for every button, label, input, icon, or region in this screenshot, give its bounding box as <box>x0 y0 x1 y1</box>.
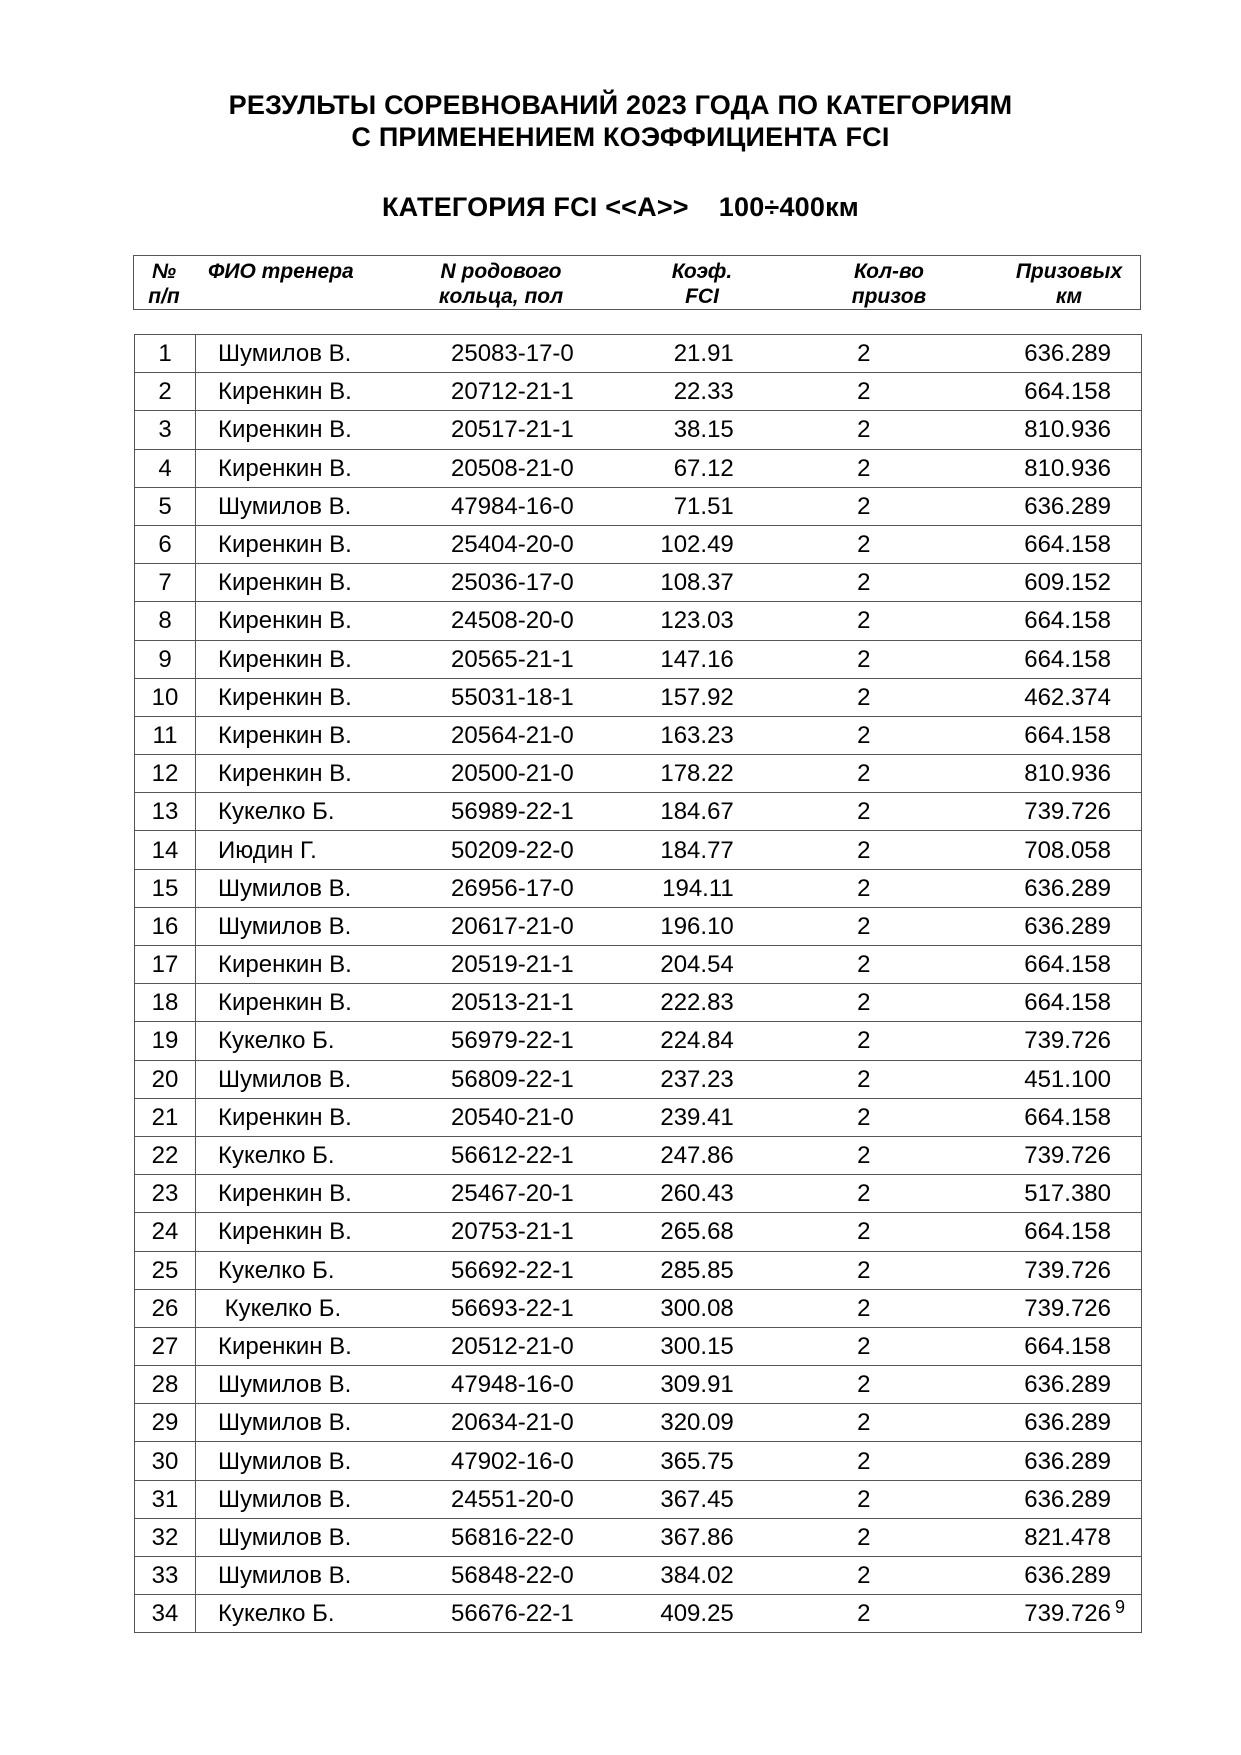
trainer-name: Июдин Г. <box>196 831 452 869</box>
header-km-line2: км <box>1055 285 1083 308</box>
prize-km: 636.289 <box>964 1366 1142 1404</box>
prize-km: 664.158 <box>964 1213 1142 1251</box>
fci-coefficient: 21.91 <box>574 335 764 373</box>
prize-count: 2 <box>764 1366 964 1404</box>
ring-number: 20634-21-0 <box>451 1404 574 1442</box>
trainer-name: Шумилов В. <box>196 1442 452 1480</box>
prize-count: 2 <box>764 1480 964 1518</box>
prize-count: 2 <box>764 335 964 373</box>
fci-coefficient: 384.02 <box>574 1557 764 1595</box>
fci-coefficient: 224.84 <box>574 1022 764 1060</box>
prize-km: 810.936 <box>964 755 1142 793</box>
fci-coefficient: 222.83 <box>574 984 764 1022</box>
trainer-name: Шумилов В. <box>196 1557 452 1595</box>
trainer-name: Шумилов В. <box>196 487 452 525</box>
fci-coefficient: 265.68 <box>574 1213 764 1251</box>
prize-km: 636.289 <box>964 907 1142 945</box>
fci-coefficient: 157.92 <box>574 678 764 716</box>
row-number: 22 <box>135 1136 196 1174</box>
row-number: 2 <box>135 373 196 411</box>
row-number: 6 <box>135 525 196 563</box>
header-ring <box>426 259 576 309</box>
prize-count: 2 <box>764 831 964 869</box>
prize-count: 2 <box>764 1404 964 1442</box>
table-row <box>135 1480 1142 1518</box>
row-number: 21 <box>135 1098 196 1136</box>
fci-coefficient: 102.49 <box>574 525 764 563</box>
prize-count: 2 <box>764 525 964 563</box>
page-number: 9 <box>1115 1597 1126 1617</box>
ring-number: 56979-22-1 <box>451 1022 574 1060</box>
prize-count: 2 <box>764 1136 964 1174</box>
row-number: 28 <box>135 1366 196 1404</box>
trainer-name: Шумилов В. <box>196 1060 452 1098</box>
prize-km: 739.726 <box>964 1289 1142 1327</box>
fci-coefficient: 260.43 <box>574 1175 764 1213</box>
table-row <box>135 1175 1142 1213</box>
trainer-name: Киренкин В. <box>196 564 452 602</box>
prize-km: 664.158 <box>964 946 1142 984</box>
table-row <box>135 1289 1142 1327</box>
ring-number: 20617-21-0 <box>451 907 574 945</box>
trainer-name: Кукелко Б. <box>196 1595 452 1633</box>
ring-number: 20508-21-0 <box>451 449 574 487</box>
table-row <box>135 1442 1142 1480</box>
ring-number: 24551-20-0 <box>451 1480 574 1518</box>
prize-count: 2 <box>764 1060 964 1098</box>
ring-number: 20564-21-0 <box>451 716 574 754</box>
prize-count: 2 <box>764 946 964 984</box>
table-row <box>135 373 1142 411</box>
table-row <box>135 907 1142 945</box>
row-number: 23 <box>135 1175 196 1213</box>
ring-number: 20565-21-1 <box>451 640 574 678</box>
trainer-name: Шумилов В. <box>196 907 452 945</box>
ring-number: 47984-16-0 <box>451 487 574 525</box>
prize-km: 609.152 <box>964 564 1142 602</box>
header-num-line2: п/п <box>148 285 180 308</box>
fci-coefficient: 204.54 <box>574 946 764 984</box>
ring-number: 56848-22-0 <box>451 1557 574 1595</box>
prize-count: 2 <box>764 564 964 602</box>
trainer-name: Киренкин В. <box>196 984 452 1022</box>
prize-km: 451.100 <box>964 1060 1142 1098</box>
prize-km: 739.726 <box>964 1136 1142 1174</box>
fci-coefficient: 163.23 <box>574 716 764 754</box>
row-number: 17 <box>135 946 196 984</box>
ring-number: 20512-21-0 <box>451 1327 574 1365</box>
ring-number: 25083-17-0 <box>451 335 574 373</box>
trainer-name: Киренкин В. <box>196 1175 452 1213</box>
trainer-name: Киренкин В. <box>196 755 452 793</box>
trainer-name: Шумилов В. <box>196 335 452 373</box>
row-number: 33 <box>135 1557 196 1595</box>
fci-coefficient: 38.15 <box>574 411 764 449</box>
header-prizes <box>834 259 944 309</box>
trainer-name: Кукелко Б. <box>196 1251 452 1289</box>
prize-km: 810.936 <box>964 411 1142 449</box>
prize-km: 664.158 <box>964 640 1142 678</box>
prize-km: 636.289 <box>964 1480 1142 1518</box>
fci-coefficient: 237.23 <box>574 1060 764 1098</box>
table-row <box>135 946 1142 984</box>
table-row <box>135 487 1142 525</box>
prize-km: 739.726 <box>964 793 1142 831</box>
ring-number: 47902-16-0 <box>451 1442 574 1480</box>
prize-km: 739.726 <box>964 1022 1142 1060</box>
ring-number: 20540-21-0 <box>451 1098 574 1136</box>
prize-count: 2 <box>764 984 964 1022</box>
trainer-name: Киренкин В. <box>196 678 452 716</box>
trainer-name: Киренкин В. <box>196 602 452 640</box>
table-row <box>135 335 1142 373</box>
ring-number: 25404-20-0 <box>451 525 574 563</box>
fci-coefficient: 123.03 <box>574 602 764 640</box>
prize-count: 2 <box>764 1251 964 1289</box>
fci-coefficient: 367.86 <box>574 1518 764 1556</box>
header-prizes-line2: призов <box>851 285 927 308</box>
ring-number: 20500-21-0 <box>451 755 574 793</box>
prize-km: 739.726 <box>964 1595 1142 1633</box>
fci-coefficient: 178.22 <box>574 755 764 793</box>
fci-coefficient: 409.25 <box>574 1595 764 1633</box>
table-row <box>135 449 1142 487</box>
table-row <box>135 1366 1142 1404</box>
ring-number: 56809-22-1 <box>451 1060 574 1098</box>
header-trainer-line1: ФИО тренера <box>208 260 354 283</box>
row-number: 16 <box>135 907 196 945</box>
table-row <box>135 1557 1142 1595</box>
table-row <box>135 602 1142 640</box>
ring-number: 20519-21-1 <box>451 946 574 984</box>
header-prizes-line1: Кол-во <box>854 260 924 283</box>
table-row <box>135 831 1142 869</box>
row-number: 3 <box>135 411 196 449</box>
page-title-line-1: РЕЗУЛЬТЫ СОРЕВНОВАНИЙ 2023 ГОДА ПО КАТЕГОРИЯМ <box>228 90 1013 120</box>
prize-count: 2 <box>764 755 964 793</box>
fci-coefficient: 285.85 <box>574 1251 764 1289</box>
prize-count: 2 <box>764 640 964 678</box>
prize-km: 708.058 <box>964 831 1142 869</box>
table-row <box>135 411 1142 449</box>
table-row <box>135 564 1142 602</box>
prize-count: 2 <box>764 373 964 411</box>
row-number: 4 <box>135 449 196 487</box>
prize-km: 664.158 <box>964 1327 1142 1365</box>
row-number: 25 <box>135 1251 196 1289</box>
prize-km: 636.289 <box>964 1442 1142 1480</box>
trainer-name: Кукелко Б. <box>196 793 452 831</box>
table-row <box>135 1213 1142 1251</box>
trainer-name: Киренкин В. <box>196 411 452 449</box>
prize-km: 664.158 <box>964 716 1142 754</box>
header-trainer <box>208 259 354 284</box>
trainer-name: Кукелко Б. <box>196 1136 452 1174</box>
prize-count: 2 <box>764 1595 964 1633</box>
header-ring-line2: кольца, пол <box>438 285 564 308</box>
table-row <box>135 1595 1142 1633</box>
ring-number: 56692-22-1 <box>451 1251 574 1289</box>
row-number: 31 <box>135 1480 196 1518</box>
ring-number: 56612-22-1 <box>451 1136 574 1174</box>
trainer-name: Киренкин В. <box>196 946 452 984</box>
prize-count: 2 <box>764 602 964 640</box>
prize-count: 2 <box>764 793 964 831</box>
ring-number: 56816-22-0 <box>451 1518 574 1556</box>
row-number: 5 <box>135 487 196 525</box>
prize-count: 2 <box>764 869 964 907</box>
row-number: 12 <box>135 755 196 793</box>
table-row <box>135 716 1142 754</box>
prize-count: 2 <box>764 1327 964 1365</box>
row-number: 27 <box>135 1327 196 1365</box>
ring-number: 20513-21-1 <box>451 984 574 1022</box>
prize-km: 636.289 <box>964 1404 1142 1442</box>
fci-coefficient: 367.45 <box>574 1480 764 1518</box>
table-row <box>135 1518 1142 1556</box>
trainer-name: Киренкин В. <box>196 716 452 754</box>
prize-count: 2 <box>764 1213 964 1251</box>
fci-coefficient: 67.12 <box>574 449 764 487</box>
trainer-name: Шумилов В. <box>196 869 452 907</box>
row-number: 26 <box>135 1289 196 1327</box>
table-row <box>135 1404 1142 1442</box>
row-number: 15 <box>135 869 196 907</box>
row-number: 19 <box>135 1022 196 1060</box>
table-row <box>135 1136 1142 1174</box>
category-heading <box>0 192 1241 223</box>
trainer-name: Киренкин В. <box>196 373 452 411</box>
trainer-name: Кукелко Б. <box>196 1022 452 1060</box>
prize-count: 2 <box>764 678 964 716</box>
table-row <box>135 1022 1142 1060</box>
trainer-name: Шумилов В. <box>196 1480 452 1518</box>
prize-km: 664.158 <box>964 373 1142 411</box>
table-row <box>135 525 1142 563</box>
ring-number: 56693-22-1 <box>451 1289 574 1327</box>
trainer-name: Киренкин В. <box>196 640 452 678</box>
fci-coefficient: 184.67 <box>574 793 764 831</box>
row-number: 13 <box>135 793 196 831</box>
header-coef <box>662 259 742 309</box>
row-number: 1 <box>135 335 196 373</box>
table-row <box>135 1251 1142 1289</box>
trainer-name: Шумилов В. <box>196 1518 452 1556</box>
prize-count: 2 <box>764 1557 964 1595</box>
prize-km: 664.158 <box>964 602 1142 640</box>
row-number: 11 <box>135 716 196 754</box>
ring-number: 56989-22-1 <box>451 793 574 831</box>
fci-coefficient: 147.16 <box>574 640 764 678</box>
prize-count: 2 <box>764 1442 964 1480</box>
fci-coefficient: 239.41 <box>574 1098 764 1136</box>
ring-number: 47948-16-0 <box>451 1366 574 1404</box>
table-row <box>135 640 1142 678</box>
trainer-name: Киренкин В. <box>196 525 452 563</box>
prize-count: 2 <box>764 449 964 487</box>
header-km <box>1004 259 1134 309</box>
ring-number: 26956-17-0 <box>451 869 574 907</box>
ring-number: 25467-20-1 <box>451 1175 574 1213</box>
table-row <box>135 678 1142 716</box>
row-number: 10 <box>135 678 196 716</box>
ring-number: 20753-21-1 <box>451 1213 574 1251</box>
results-table <box>134 334 1142 1633</box>
ring-number: 20712-21-1 <box>451 373 574 411</box>
header-num <box>144 259 184 309</box>
trainer-name: Шумилов В. <box>196 1404 452 1442</box>
prize-km: 636.289 <box>964 869 1142 907</box>
header-coef-line1: Коэф. <box>671 260 733 283</box>
fci-coefficient: 108.37 <box>574 564 764 602</box>
table-row <box>135 793 1142 831</box>
category-range: 100÷400км <box>718 192 859 222</box>
prize-km: 636.289 <box>964 1557 1142 1595</box>
prize-km: 664.158 <box>964 525 1142 563</box>
table-row <box>135 984 1142 1022</box>
prize-count: 2 <box>764 487 964 525</box>
prize-km: 810.936 <box>964 449 1142 487</box>
fci-coefficient: 196.10 <box>574 907 764 945</box>
prize-km: 462.374 <box>964 678 1142 716</box>
fci-coefficient: 247.86 <box>574 1136 764 1174</box>
trainer-name: Шумилов В. <box>196 1366 452 1404</box>
results-table-body <box>135 335 1142 1633</box>
header-num-line1: № <box>151 260 177 283</box>
prize-count: 2 <box>764 1098 964 1136</box>
row-number: 8 <box>135 602 196 640</box>
row-number: 30 <box>135 1442 196 1480</box>
table-row <box>135 1060 1142 1098</box>
table-row <box>135 869 1142 907</box>
fci-coefficient: 320.09 <box>574 1404 764 1442</box>
ring-number: 55031-18-1 <box>451 678 574 716</box>
ring-number: 56676-22-1 <box>451 1595 574 1633</box>
row-number: 32 <box>135 1518 196 1556</box>
row-number: 7 <box>135 564 196 602</box>
header-ring-line1: N родового <box>440 260 562 283</box>
ring-number: 20517-21-1 <box>451 411 574 449</box>
prize-km: 739.726 <box>964 1251 1142 1289</box>
table-header <box>133 255 1141 310</box>
prize-km: 664.158 <box>964 984 1142 1022</box>
fci-coefficient: 184.77 <box>574 831 764 869</box>
row-number: 20 <box>135 1060 196 1098</box>
prize-km: 517.380 <box>964 1175 1142 1213</box>
table-row <box>135 1327 1142 1365</box>
row-number: 24 <box>135 1213 196 1251</box>
trainer-name: Киренкин В. <box>196 1213 452 1251</box>
trainer-name: Киренкин В. <box>196 449 452 487</box>
ring-number: 24508-20-0 <box>451 602 574 640</box>
fci-coefficient: 300.15 <box>574 1327 764 1365</box>
header-km-line1: Призовых <box>1015 260 1123 283</box>
fci-coefficient: 194.11 <box>574 869 764 907</box>
prize-count: 2 <box>764 1518 964 1556</box>
fci-coefficient: 309.91 <box>574 1366 764 1404</box>
fci-coefficient: 22.33 <box>574 373 764 411</box>
prize-count: 2 <box>764 907 964 945</box>
row-number: 18 <box>135 984 196 1022</box>
trainer-name: Киренкин В. <box>196 1098 452 1136</box>
header-coef-line2: FCI <box>685 285 719 308</box>
prize-km: 664.158 <box>964 1098 1142 1136</box>
prize-km: 821.478 <box>964 1518 1142 1556</box>
row-number: 14 <box>135 831 196 869</box>
prize-km: 636.289 <box>964 335 1142 373</box>
fci-coefficient: 71.51 <box>574 487 764 525</box>
prize-count: 2 <box>764 411 964 449</box>
table-row <box>135 755 1142 793</box>
ring-number: 25036-17-0 <box>451 564 574 602</box>
prize-count: 2 <box>764 1289 964 1327</box>
prize-count: 2 <box>764 1022 964 1060</box>
fci-coefficient: 365.75 <box>574 1442 764 1480</box>
prize-count: 2 <box>764 1175 964 1213</box>
category-label: КАТЕГОРИЯ FCI <<A>> <box>382 192 689 222</box>
page-title-line-2: С ПРИМЕНЕНИЕМ КОЭФФИЦИЕНТА FCI <box>351 122 890 152</box>
table-row <box>135 1098 1142 1136</box>
trainer-name: Киренкин В. <box>196 1327 452 1365</box>
row-number: 9 <box>135 640 196 678</box>
row-number: 34 <box>135 1595 196 1633</box>
prize-count: 2 <box>764 716 964 754</box>
fci-coefficient: 300.08 <box>574 1289 764 1327</box>
ring-number: 50209-22-0 <box>451 831 574 869</box>
row-number: 29 <box>135 1404 196 1442</box>
trainer-name: Кукелко Б. <box>196 1289 452 1327</box>
prize-km: 636.289 <box>964 487 1142 525</box>
